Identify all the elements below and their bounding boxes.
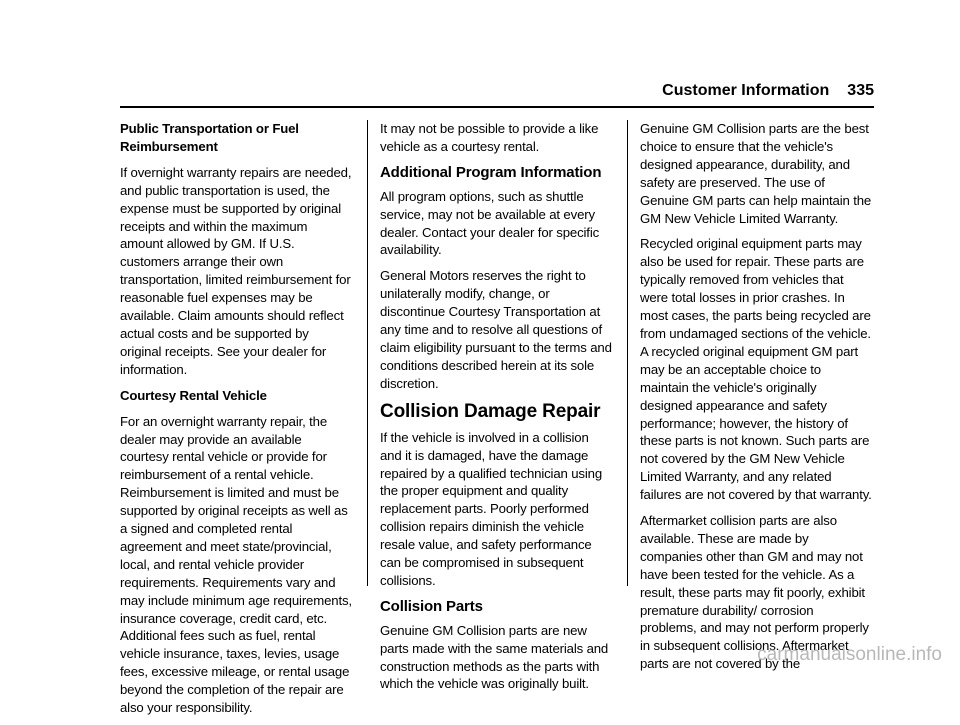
paragraph-like-vehicle: It may not be possible to provide a like vehicle as a courtesy rental. bbox=[380, 121, 599, 154]
paragraph-program-options: All program options, such as shuttle service, may not be available at every dealer. Contact your dealer for specific availability. bbox=[380, 188, 600, 258]
paragraph-genuine-parts: Genuine GM Collision parts are the best choice to ensure that the vehicle's designed appearance, durability, and safety are preserved. The use of Genuine GM parts can help maintain the GM New Vehicle Limited Warranty. bbox=[640, 121, 872, 226]
header-rule bbox=[120, 106, 874, 108]
paragraph-recycled-parts: Recycled original equipment parts may also be used for repair. These parts are typically removed from vehicles that were total losses in prior crashes. In most cases, the parts being recycled are from undamaged sections of the vehicle. A recycled original equipment GM part may be an acceptable choice to maintain the vehicle's originally designed appearance and safety performance; however, the history of these parts is not known. Such parts are not covered by the GM New Vehicle Limited Warranty, and any related failures are not covered by that warranty. bbox=[640, 236, 872, 503]
column-2 bbox=[380, 120, 612, 701]
paragraph-aftermarket-parts: Aftermarket collision parts are also available. These are made by companies other than GM and may not have been tested for the vehicle. As a result, these parts may fit poorly, exhibit premature durability/ corrosion problems, and may not perform properly in subsequent collisions. Aftermarket parts are not covered by the bbox=[640, 513, 869, 672]
paragraph-public-transportation: If overnight warranty repairs are needed, and public transportation is used, the expense must be supported by original receipts and within the maximum amount allowed by GM. If U.S. customers arrange their own transportation, limited reimbursement for reasonable fuel expenses may be available. Claim amounts should reflect actual costs and be supported by original receipts. See your dealer for information. bbox=[120, 164, 352, 377]
heading-collision-damage-repair: Collision Damage Repair bbox=[380, 400, 601, 422]
paragraph-courtesy-rental: For an overnight warranty repair, the dealer may provide an available courtesy rental vehicle or provide for reimbursement of a rental vehicle. Reimbursement is limited and must be supported by original receipts as well as a signed and completed rental agreement and meet state/provincial, local, and rental vehicle provider requirements. Requirements vary and may include minimum age requirements, insurance coverage, credit card, etc. Additional fees such as fuel, rental vehicle insurance, taxes, levies, usage fees, excessive mileage, or rental usage beyond the completion of the repair are also your responsibility. bbox=[120, 413, 352, 716]
heading-collision-parts: Collision Parts bbox=[380, 597, 483, 615]
page-number: 335 bbox=[847, 82, 874, 99]
watermark: carmanualsonline.info bbox=[757, 644, 942, 665]
column-3 bbox=[640, 120, 872, 681]
section-title: Customer Information bbox=[662, 82, 830, 99]
column-divider-1 bbox=[367, 120, 368, 586]
paragraph-collision-parts: Genuine GM Collision parts are new parts made with the same materials and construction methods as the parts with which the vehicle was originally built. bbox=[380, 622, 609, 692]
paragraph-collision-repair: If the vehicle is involved in a collision and it is damaged, have the damage repaired by a qualified technician using the proper equipment and quality replacement parts. Poorly performed collision repairs diminish the vehicle resale value, and safety performance can be compromised in subsequent collisions. bbox=[380, 429, 602, 588]
subheading-courtesy-rental: Courtesy Rental Vehicle bbox=[120, 387, 267, 403]
running-header bbox=[662, 82, 874, 100]
column-divider-2 bbox=[627, 120, 628, 586]
column-1 bbox=[120, 120, 352, 725]
subheading-public-transportation: Public Transportation or Fuel Reimbursement bbox=[120, 121, 299, 154]
heading-additional-program: Additional Program Information bbox=[380, 163, 602, 181]
paragraph-gm-reserves: General Motors reserves the right to unilaterally modify, change, or discontinue Courtesy Transportation at any time and to resolve all questions of claim eligibility pursuant to the terms and conditions described herein at its sole discretion. bbox=[380, 268, 612, 391]
